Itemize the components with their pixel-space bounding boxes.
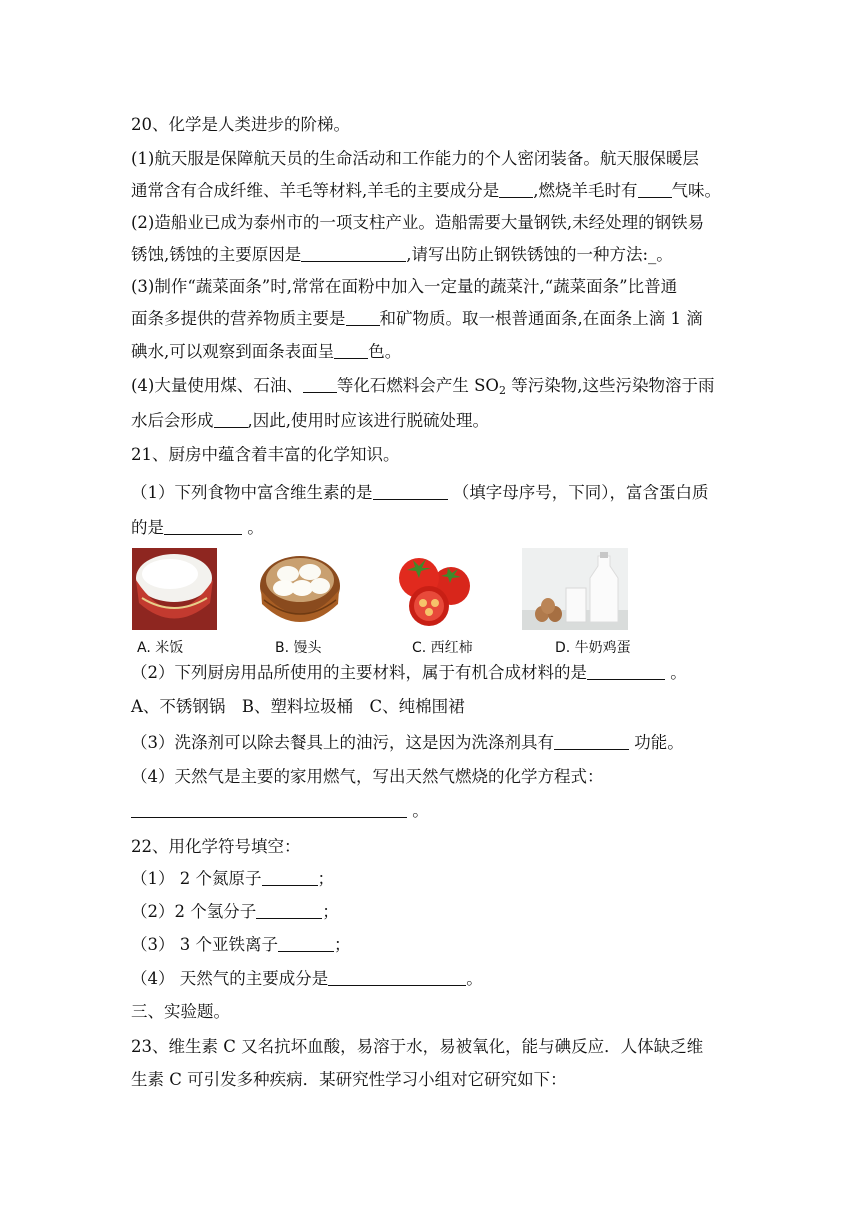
q22-title: 22、用化学符号填空： bbox=[131, 837, 301, 856]
q22-item4: （4） 天然气的主要成分是 。 bbox=[131, 969, 483, 988]
answer-blank bbox=[638, 182, 672, 198]
q23-line2: 生素 C 可引发多种疾病．某研究性学习小组对它研究如下： bbox=[131, 1070, 567, 1089]
q21-part2: （2）下列厨房用品所使用的主要材料，属于有机合成材料的是 。 bbox=[131, 663, 687, 682]
milk-egg-image bbox=[522, 548, 628, 630]
answer-blank bbox=[164, 519, 242, 535]
q20-part1-line2: 通常含有合成纤维、羊毛等材料,羊毛的主要成分是 ,燃烧羊毛时有 气味。 bbox=[131, 181, 721, 200]
answer-blank bbox=[303, 377, 337, 393]
answer-blank bbox=[499, 182, 533, 198]
answer-blank bbox=[373, 484, 448, 500]
answer-blank bbox=[262, 870, 318, 886]
tomato-image bbox=[393, 548, 478, 630]
q21-title: 21、厨房中蕴含着丰富的化学知识。 bbox=[131, 445, 400, 464]
q21-part1-line1: （1）下列食物中富含维生素的是 （填字母序号，下同），富含蛋白质 bbox=[131, 483, 709, 502]
caption-a: A. 米饭 bbox=[137, 640, 184, 656]
answer-blank bbox=[214, 412, 248, 428]
caption-b: B. 馒头 bbox=[275, 640, 322, 656]
q21-part4: （4）天然气是主要的家用燃气，写出天然气燃烧的化学方程式： bbox=[131, 767, 604, 786]
answer-blank bbox=[346, 310, 380, 326]
caption-d: D. 牛奶鸡蛋 bbox=[555, 640, 631, 656]
q22-item1: （1） 2 个氮原子 ； bbox=[131, 869, 334, 888]
answer-blank bbox=[587, 664, 665, 680]
answer-blank bbox=[334, 343, 368, 359]
answer-blank bbox=[301, 246, 406, 262]
answer-blank bbox=[278, 936, 334, 952]
q20-part2-line1: (2)造船业已成为泰州市的一项支柱产业。造船需要大量钢铁,未经处理的钢铁易 bbox=[131, 213, 705, 232]
steamed-bun-image bbox=[258, 548, 343, 630]
q20-part4-line2: 水后会形成 ,因此,使用时应该进行脱硫处理。 bbox=[131, 411, 489, 430]
q20-part4-line1: (4)大量使用煤、石油、 等化石燃料会产生 $SO_2$ 等污染物,这些污染物溶于雨 bbox=[131, 376, 715, 397]
q20-part1-line1: (1)航天服是保障航天员的生命活动和工作能力的个人密闭装备。航天服保暖层 bbox=[131, 149, 699, 168]
q20-part3-line1: (3)制作“蔬菜面条”时,常常在面粉中加入一定量的蔬菜汁,“蔬菜面条”比普通 bbox=[131, 277, 678, 296]
q21-part4-answer: 。 bbox=[131, 800, 429, 822]
answer-blank bbox=[131, 802, 407, 818]
q20-part3-line2: 面条多提供的营养物质主要是 和矿物质。取一根普通面条,在面条上滴 1 滴 bbox=[131, 309, 703, 328]
q23-line1: 23、维生素 C 又名抗坏血酸，易溶于水，易被氧化，能与碘反应．人体缺乏维 bbox=[131, 1037, 704, 1056]
q21-part1-line2: 的是 。 bbox=[131, 518, 264, 537]
q20-title: 20、化学是人类进步的阶梯。 bbox=[131, 115, 350, 134]
q20-part3-line3: 碘水,可以观察到面条表面呈 色。 bbox=[131, 342, 402, 361]
caption-c: C. 西红柿 bbox=[412, 640, 473, 656]
rice-image bbox=[132, 548, 217, 630]
answer-blank bbox=[328, 970, 466, 986]
q20-part2-line2: 锈蚀,锈蚀的主要原因是 ,请写出防止钢铁锈蚀的一种方法:_。 bbox=[131, 245, 673, 264]
q21-part3: （3）洗涤剂可以除去餐具上的油污，这是因为洗涤剂具有 功能。 bbox=[131, 733, 684, 752]
answer-blank bbox=[256, 903, 322, 919]
q21-options: A、不锈钢锅 B、塑料垃圾桶 C、纯棉围裙 bbox=[131, 697, 465, 716]
answer-blank bbox=[554, 734, 629, 750]
q22-item3: （3） 3 个亚铁离子 ； bbox=[131, 935, 351, 954]
section-title: 三、实验题。 bbox=[131, 1002, 230, 1021]
q22-item2: （2）2 个氢分子 ； bbox=[131, 902, 339, 921]
